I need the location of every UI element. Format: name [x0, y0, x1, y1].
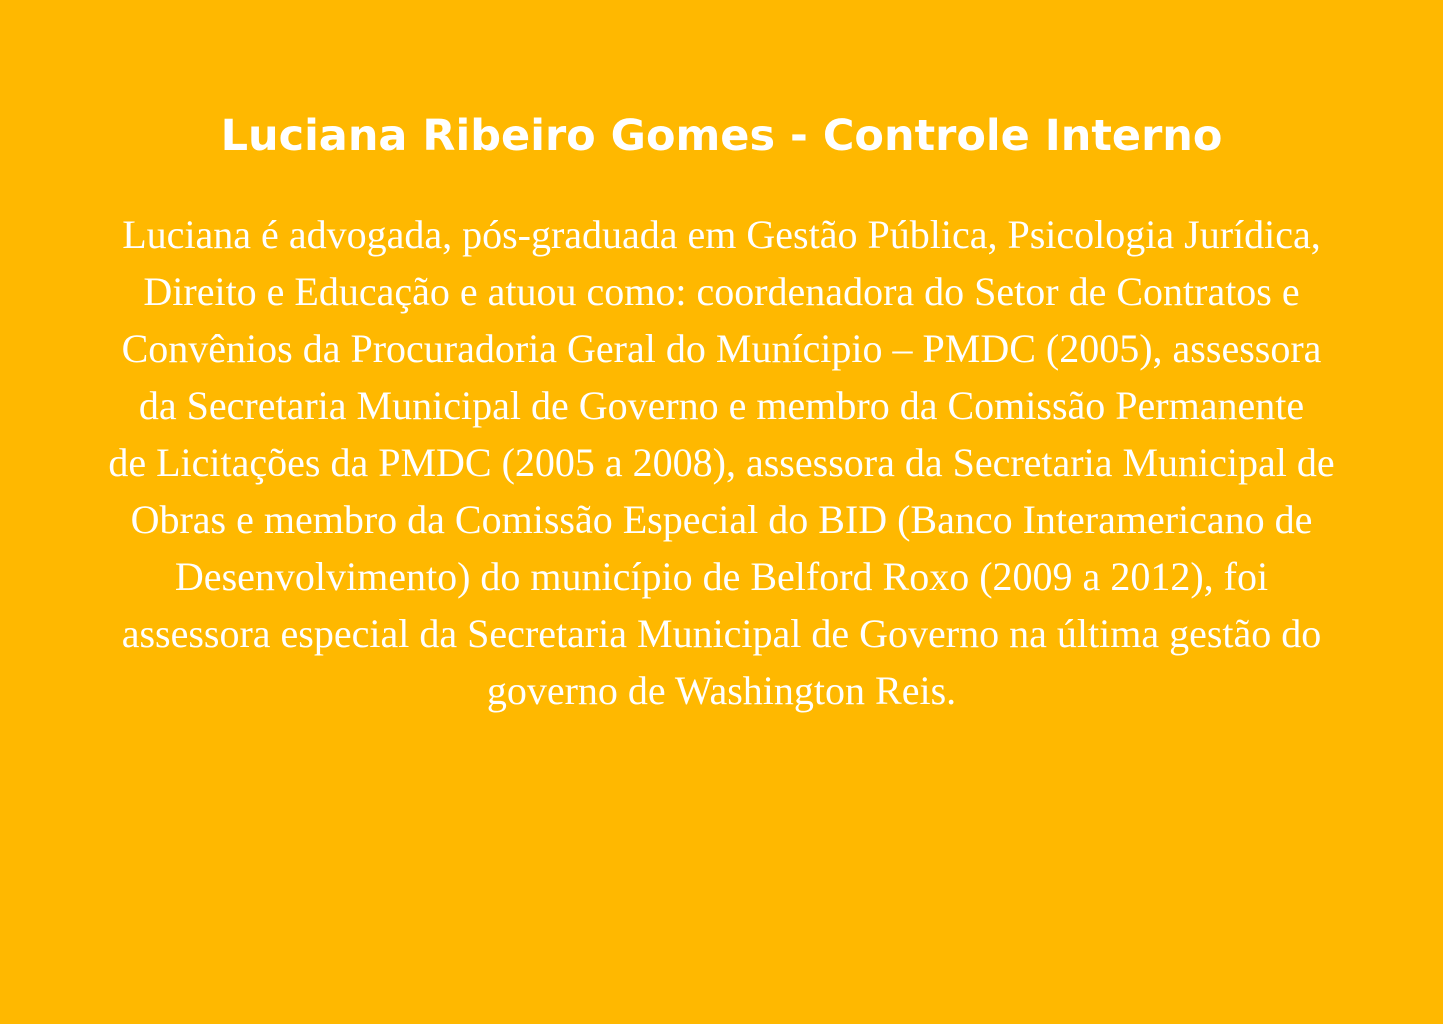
profile-title: Luciana Ribeiro Gomes - Controle Interno	[220, 111, 1223, 161]
bio-line: governo de Washington Reis.	[486, 668, 957, 713]
bio-line: Obras e membro da Comissão Especial do BID (Banco Interamericano de	[130, 497, 1313, 542]
bio-line: Luciana é advogada, pós-graduada em Gestão Pública, Psicologia Jurídica,	[122, 212, 1321, 257]
bio-line: de Licitações da PMDC (2005 a 2008), assessora da Secretaria Municipal de	[108, 440, 1335, 485]
bio-line: assessora especial da Secretaria Municipal de Governo na última gestão do	[121, 611, 1322, 656]
profile-bio	[60, 206, 1383, 719]
bio-line: Desenvolvimento) do município de Belford Roxo (2009 a 2012), foi	[174, 554, 1269, 599]
bio-line: da Secretaria Municipal de Governo e membro da Comissão Permanente	[138, 383, 1305, 428]
bio-line: Direito e Educação e atuou como: coordenadora do Setor de Contratos e	[143, 269, 1300, 314]
bio-line: Convênios da Procuradoria Geral do Munícipio – PMDC (2005), assessora	[121, 326, 1322, 371]
